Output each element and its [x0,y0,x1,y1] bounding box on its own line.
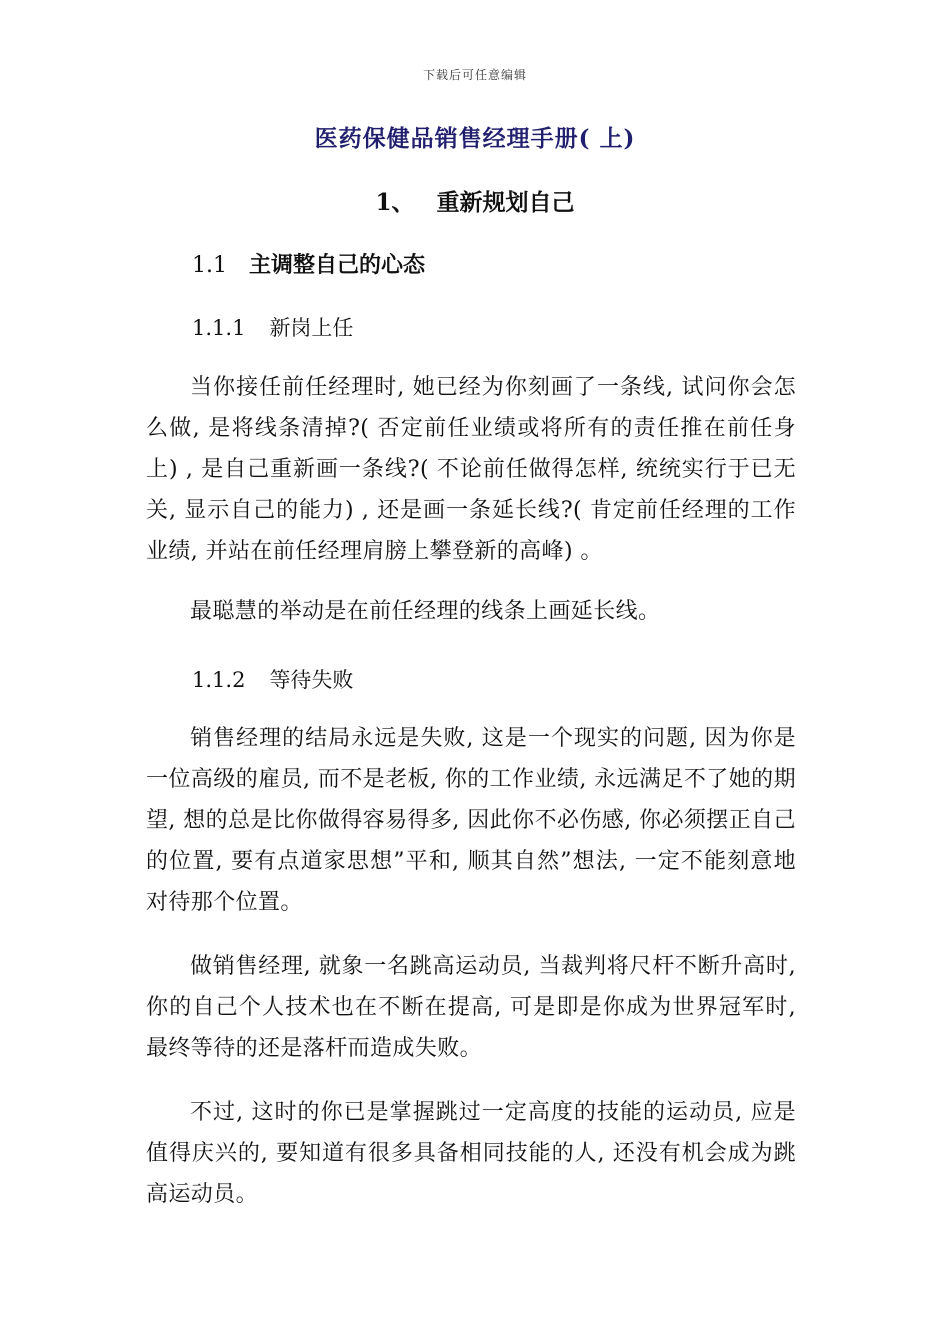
section-title: 重新规划自己 [436,189,575,216]
section-title: 等待失败 [269,668,354,692]
section-title: 新岗上任 [269,316,354,340]
section-number: 1.1.1 [192,316,246,340]
header-note: 下载后可任意编辑 [422,68,527,82]
section-title: 主调整自己的心态 [249,252,426,278]
section-number: 1、 [375,189,415,216]
paragraph: 最聪慧的举动是在前任经理的线条上画延长线。 [190,599,661,624]
section-heading-1 [0,184,950,217]
paragraph: 销售经理的结局永远是失败, 这是一个现实的问题, 因为你是一位高级的雇员, 而不是老板, 你的工作业绩, 永远满足不了她的期望, 想的总是比你做得容易得多, 因此你不必伤感, 你必须摆正自己的位置, 要有点道家思想”平和, 顺其自然”想法, 一定不能刻意地对待那个位置。 [146,726,796,915]
paragraph: 做销售经理, 就象一名跳高运动员, 当裁判将尺杆不断升高时, 你的自己个人技术也在不断在提高, 可是即是你成为世界冠军时, 最终等待的还是落杆而造成失败。 [146,954,796,1061]
paragraph: 当你接任前任经理时, 她已经为你刻画了一条线, 试问你会怎么做, 是将线条清掉?( 否定前任业绩或将所有的责任推在前任身上) , 是自己重新画一条线?( 不论前任做得怎样, 统统实行于已无关, 显示自己的能力) , 还是画一条延长线?( 肯定前任经理的工作业绩, 并站在前任经理肩膀上攀登新的高峰) 。 [146,375,796,564]
section-number: 1.1 [192,253,227,278]
paragraph: 不过, 这时的你已是掌握跳过一定高度的技能的运动员, 应是值得庆兴的, 要知道有很多具备相同技能的人, 还没有机会成为跳高运动员。 [146,1100,796,1207]
section-heading-1-1 [192,248,425,279]
section-heading-1-1-2 [192,664,353,694]
document-title: 医药保健品销售经理手册( 上) [314,125,636,152]
section-number: 1.1.2 [192,668,246,692]
section-heading-1-1-1 [192,312,353,342]
